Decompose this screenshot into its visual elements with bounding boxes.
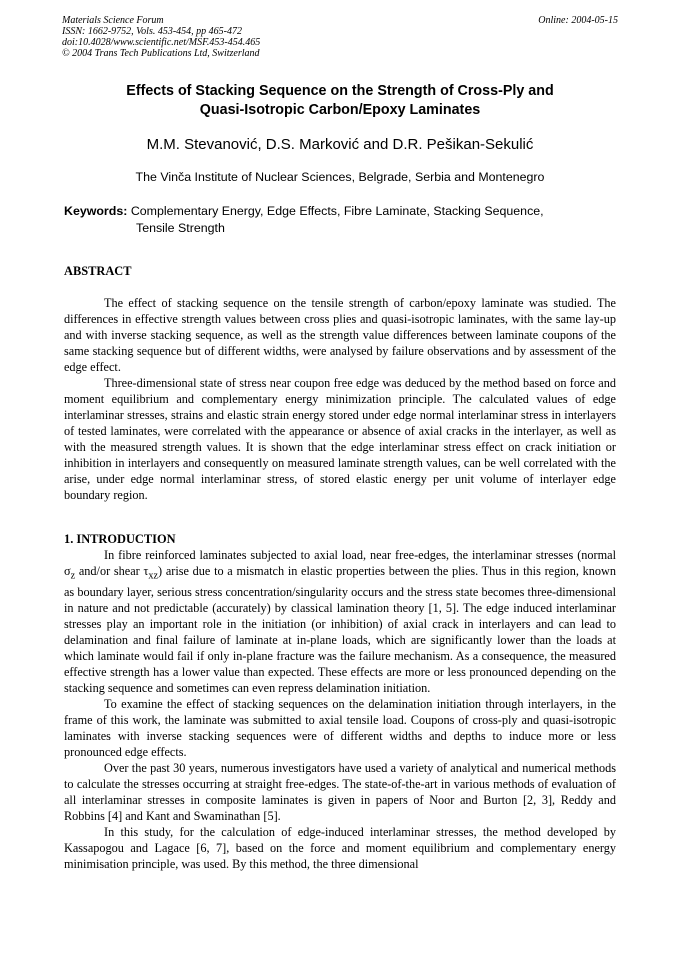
keywords-label: Keywords: (64, 204, 128, 218)
introduction-paragraph-2: To examine the effect of stacking sequences on the delamination initiation through interlayers, in the frame of this work, the laminate was submitted to axial tensile load. Coupons of cross-ply and quasi-isotropic laminates with inverse stacking sequences were of different widths and depths to induce more or less pronounced edge effects. (64, 697, 616, 760)
affiliation: The Vinča Institute of Nuclear Sciences, Belgrade, Serbia and Montenegro (135, 170, 545, 184)
paper-title (62, 82, 618, 120)
abstract-paragraph-1: The effect of stacking sequence on the tensile strength of carbon/epoxy laminate was studied. The differences in effective strength values between cross plies and quasi-isotropic laminates, with the same lay-up and with inverse stacking sequence, as well as the strength value differences between laminate coupons of the same stacking sequence but of different widths, were analysed by failure observations and by assessment of the edge effect. (64, 296, 616, 374)
tau-subscript: xz (148, 570, 159, 582)
keywords (64, 203, 618, 237)
keywords-line-2: Tensile Strength (136, 221, 225, 235)
keywords-line-1: Complementary Energy, Edge Effects, Fibre Laminate, Stacking Sequence, (130, 204, 544, 218)
introduction-paragraph-4: In this study, for the calculation of edge-induced interlaminar stresses, the method developed by Kassapogou and Lagace [6, 7], based on the force and moment equilibrium and complementary energy minimisation principle, was used. By this method, the three dimensional (64, 825, 616, 872)
introduction-heading: 1. INTRODUCTION (64, 532, 176, 546)
introduction-body (64, 547, 616, 872)
doi-line: doi:10.4028/www.scientific.net/MSF.453-454.465 (62, 37, 261, 48)
introduction-paragraph-3: Over the past 30 years, numerous investigators have used a variety of analytical and numerical methods to calculate the stresses occurring at straight free-edges. The state-of-the-art in various methods of evaluation of all interlaminar stresses in composite laminates is given in papers of Noor and Burton [2, 3], Reddy and Robbins [4] and Kant and Swaminathan [5]. (64, 761, 616, 824)
intro-p1-part-b: and/or shear (75, 564, 144, 578)
title-line-2: Quasi-Isotropic Carbon/Epoxy Laminates (199, 102, 481, 118)
tau-symbol: τ (143, 564, 149, 578)
abstract-body (64, 295, 616, 503)
abstract-paragraph-2: Three-dimensional state of stress near coupon free edge was deduced by the method based on force and moment equilibrium and complementary energy minimization principle. The calculated values of edge interlaminar stresses, strains and elastic strain energy stored under edge normal interlaminar stress in interlayers of tested laminates, were correlated with the appearance or absence of axial cracks in the interlayer, as well as with the measured strength values. It is shown that the edge interlaminar stress effect on crack initiation or inhibition in interlayers and consequently on measured laminate strength values, can be well correlated with the arise, under edge normal interlaminar stress, of stored elastic energy per unit volume of interlayer edge boundary region. (64, 376, 616, 502)
issn-line: ISSN: 1662-9752, Vols. 453-454, pp 465-472 (62, 26, 242, 37)
online-date: Online: 2004-05-15 (538, 15, 618, 26)
sigma-symbol: σ (64, 564, 71, 578)
intro-p1-part-a: In fibre reinforced laminates subjected to axial load, near free-edges, the interlaminar stresses (normal (104, 548, 616, 562)
title-line-1: Effects of Stacking Sequence on the Strength of Cross-Ply and (126, 83, 554, 99)
introduction-paragraph-1 (64, 547, 616, 696)
publication-header (62, 15, 618, 59)
abstract-heading: ABSTRACT (64, 264, 132, 278)
copyright-line: © 2004 Trans Tech Publications Ltd, Switzerland (62, 48, 260, 59)
journal-info (62, 15, 618, 59)
authors: M.M. Stevanović, D.S. Marković and D.R. Pešikan-Sekulić (146, 136, 534, 153)
journal-name: Materials Science Forum (62, 15, 164, 26)
intro-p1-part-c: ) arise due to a mismatch in elastic properties between the plies. Thus in this region, known as boundary layer, serious stress concentration/singularity occurs and the stress state becomes three-dimensional in nature and not predictable (accurately) by classical lamination theory [1, 5]. The edge induced interlaminar stresses play an important role in the initiation (or inhibition) of axial crack in interlayers and can lead to delamination and final failure of laminate at in-plane loads, which are significantly lower than the loads at which laminate would fail if only in-plane fracture was the failure mechanism. As a consequence, the measured effective strength has a lower value than expected. These effects are more or less pronounced depending on the stacking sequence and sometimes can even repress delamination initiation. (64, 564, 616, 696)
sigma-subscript: z (70, 570, 76, 582)
